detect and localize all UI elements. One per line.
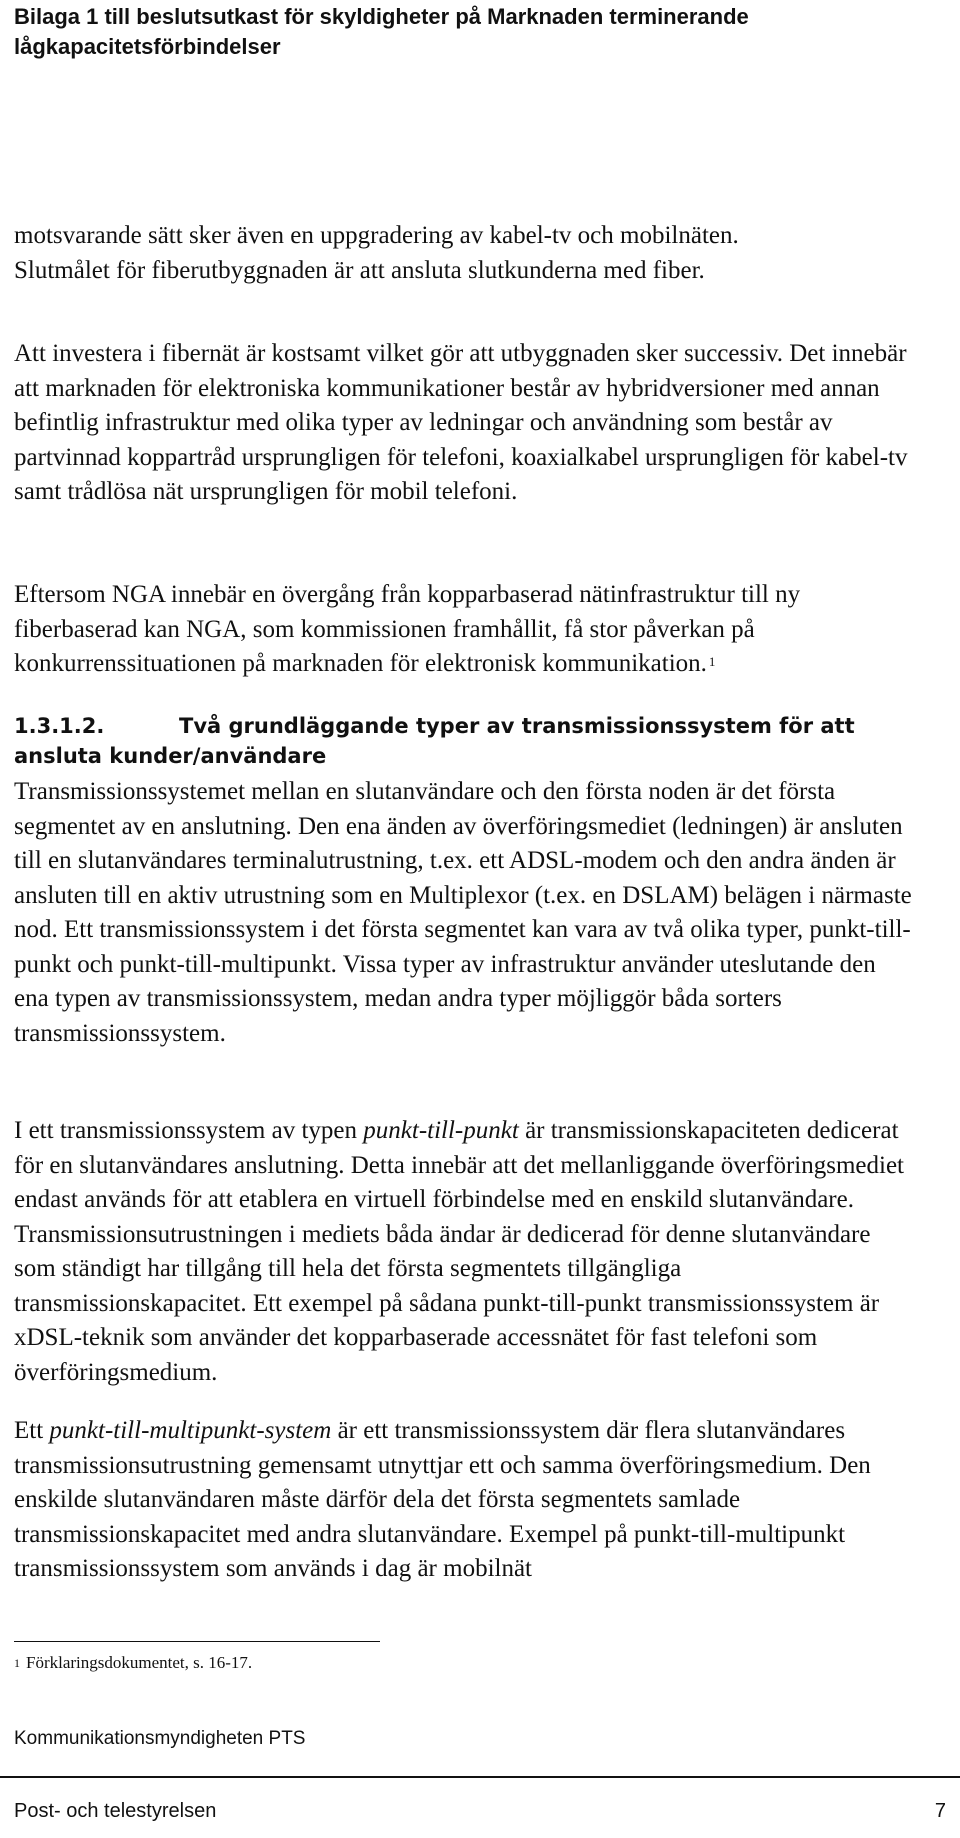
- header-title-line2: lågkapacitetsförbindelser: [14, 34, 281, 59]
- section-title: Två grundläggande typer av transmissionssystem för att ansluta kunder/användare: [14, 714, 855, 768]
- footnote-divider: [14, 1641, 380, 1642]
- section-heading: [14, 711, 934, 771]
- footer-agency-name: Post- och telestyrelsen: [14, 1800, 217, 1822]
- section-number: 1.3.1.2.: [14, 714, 105, 738]
- term-punkt-till-punkt: punkt-till-punkt: [363, 1117, 519, 1144]
- footer-organization: Kommunikationsmyndigheten PTS: [14, 1728, 306, 1749]
- paragraph-3-text: Eftersom NGA innebär en övergång från kopparbaserad nätinfrastruktur till ny fiberbaserad kan NGA, som kommissionen framhållit, få stor påverkan på konkurrenssituationen på marknaden för elektronisk kommunikation.: [14, 581, 801, 677]
- footnote: [14, 1652, 252, 1674]
- paragraph-6-pre: Ett: [14, 1417, 50, 1444]
- paragraph-5: [14, 1114, 914, 1390]
- paragraph-6-post: är ett transmissionssystem där flera slutanvändares transmissionsutrustning gemensamt utnyttjar ett och samma överföringsmedium. Den enskilde slutanvändaren måste därför dela det första segmentets samlade transmissionskapacitet med andra slutanvändare. Exempel på punkt-till-multipunkt transmissionssystem som används i dag är mobilnät: [14, 1417, 871, 1582]
- page-number: 7: [934, 1800, 946, 1822]
- document-header-title: [14, 2, 914, 62]
- paragraph-1: [14, 219, 914, 288]
- footer-divider: [0, 1776, 960, 1778]
- footnote-reference[interactable]: 1: [708, 654, 716, 669]
- paragraph-5-pre: I ett transmissionssystem av typen: [14, 1117, 364, 1144]
- paragraph-6: [14, 1414, 914, 1587]
- paragraph-1-line1: motsvarande sätt sker även en uppgradering av kabel-tv och mobilnäten.: [14, 222, 739, 249]
- paragraph-3: [14, 578, 914, 682]
- term-punkt-till-multipunkt: punkt-till-multipunkt-system: [49, 1417, 332, 1444]
- footnote-text: Förklaringsdokumentet, s. 16-17.: [26, 1653, 253, 1672]
- header-title-line1: Bilaga 1 till beslutsutkast för skyldigheter på Marknaden terminerande: [14, 4, 749, 29]
- paragraph-5-post: är transmissionskapaciteten dedicerat för en slutanvändares anslutning. Detta innebär att det mellanliggande överföringsmediet endast används för att etablera en virtuell förbindelse med en enskild slutanvändare. Transmissionsutrustningen i mediets båda ändar är dedicerad för denne slutanvändare som ständigt har tillgång till hela det första segmentets tillgängliga transmissionskapacitet. Ett exempel på sådana punkt-till-punkt transmissionssystem är xDSL-teknik som använder det kopparbaserade accessnätet för fast telefoni som överföringsmedium.: [14, 1117, 904, 1386]
- paragraph-4: Transmissionssystemet mellan en slutanvändare och den första noden är det första segmentet av en anslutning. Den ena änden av överföringsmediet (ledningen) är ansluten till en slutanvändares terminalutrustning, t.ex. ett ADSL-modem och den andra änden är ansluten till en aktiv utrustning som en Multiplexor (t.ex. en DSLAM) belägen i närmaste nod. Ett transmissionssystem i det första segmentet kan vara av två olika typer, punkt-till-punkt och punkt-till-multipunkt. Vissa typer av infrastruktur använder uteslutande den ena typen av transmissionssystem, medan andra typer möjliggör båda sorters transmissionssystem.: [14, 778, 912, 1047]
- footnote-marker: 1: [14, 1656, 20, 1670]
- paragraph-2: Att investera i fibernät är kostsamt vilket gör att utbyggnaden sker successiv. Det innebär att marknaden för elektroniska kommunikationer består av hybridversioner med annan befintlig infrastruktur med olika typer av ledningar och användning som består av partvinnad koppartråd ursprungligen för telefoni, koaxialkabel ursprungligen för kabel-tv samt trådlösa nät ursprungligen för mobil telefoni.: [14, 340, 908, 505]
- paragraph-1-line2: Slutmålet för fiberutbyggnaden är att ansluta slutkunderna med fiber.: [14, 256, 705, 284]
